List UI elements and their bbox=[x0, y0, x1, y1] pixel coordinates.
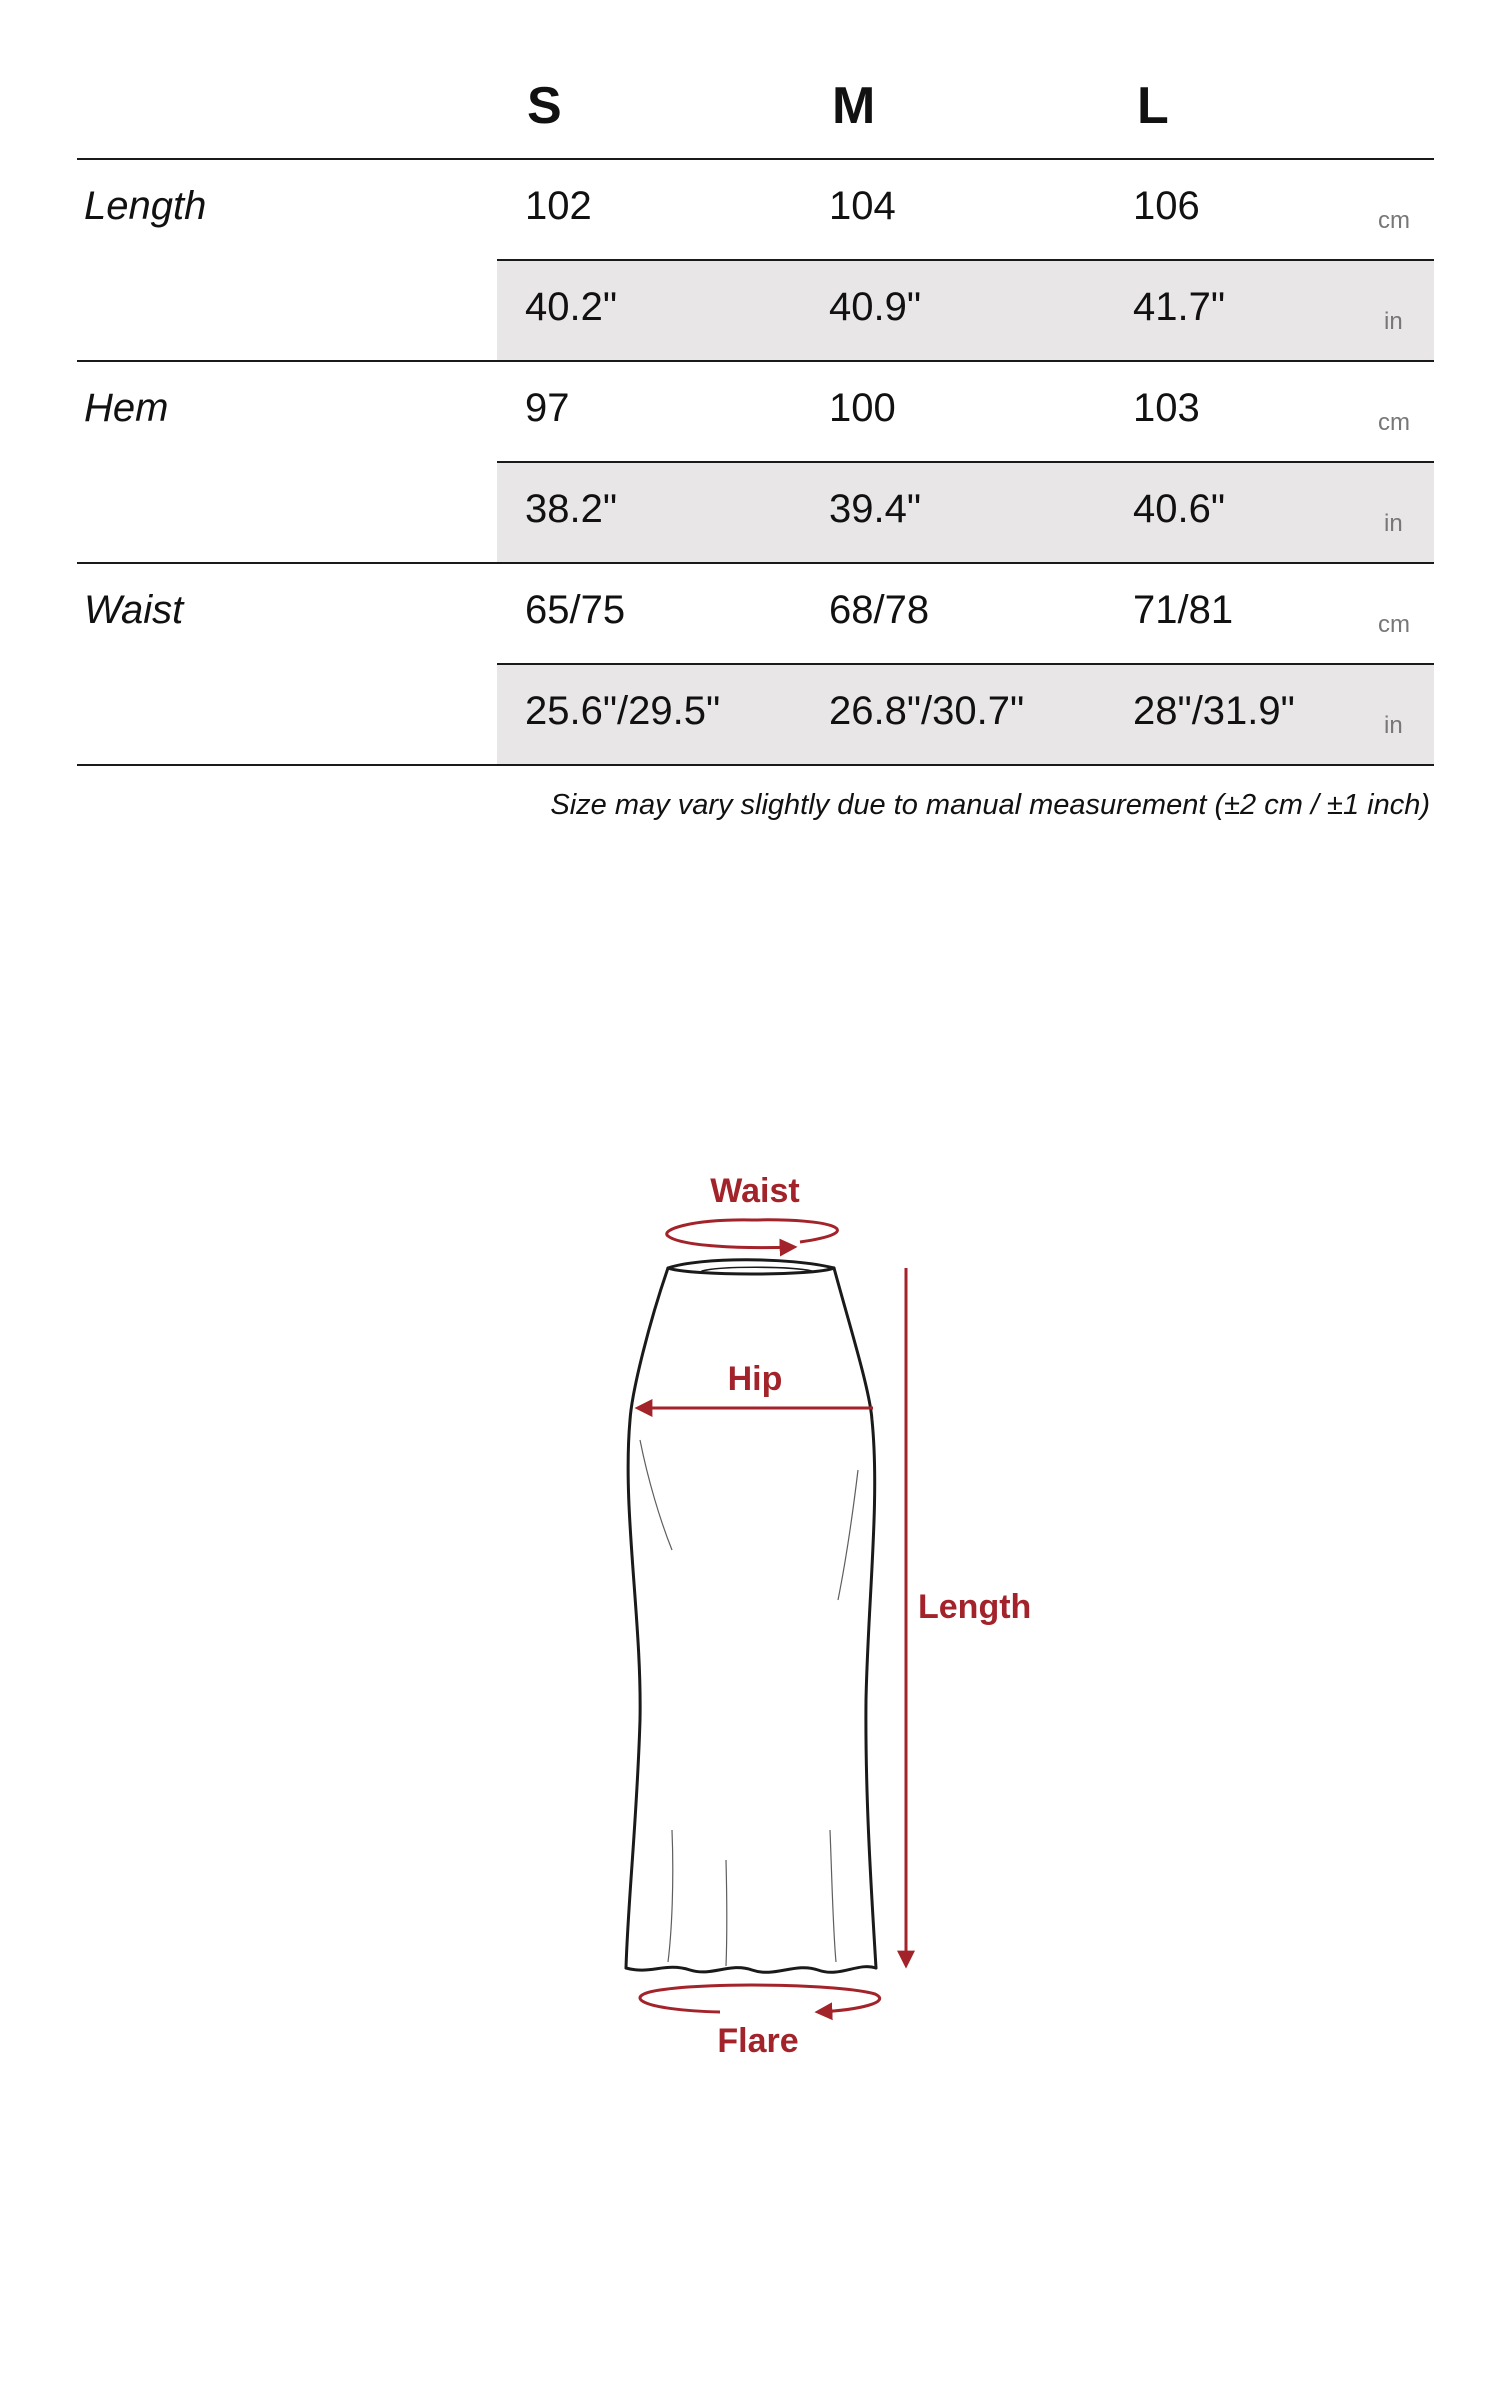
waist-label: Waist bbox=[710, 1172, 800, 1210]
table-bottom-divider bbox=[77, 764, 1434, 766]
hem-in-s: 38.2" bbox=[525, 487, 618, 531]
row-label-length: Length bbox=[84, 184, 207, 228]
section-divider-length bbox=[77, 360, 1434, 362]
hem-cm-l: 103 bbox=[1133, 386, 1200, 430]
waist-cm-s: 65/75 bbox=[525, 588, 626, 632]
waist-in-m: 26.8"/30.7" bbox=[829, 689, 1025, 733]
section-divider-hem bbox=[77, 562, 1434, 564]
waist-cm-l: 71/81 bbox=[1133, 588, 1234, 632]
length-in-l: 41.7" bbox=[1133, 285, 1226, 329]
length-in-unit: in bbox=[1384, 308, 1403, 335]
flare-label: Flare bbox=[717, 2022, 799, 2060]
length-cm-l: 106 bbox=[1133, 184, 1200, 228]
size-header-m: M bbox=[832, 77, 876, 135]
row-label-hem: Hem bbox=[84, 386, 169, 430]
measurement-note: Size may vary slightly due to manual measurement (±2 cm / ±1 inch) bbox=[550, 789, 1430, 821]
waist-arrow bbox=[667, 1220, 838, 1248]
flare-arrow bbox=[640, 1985, 880, 2012]
length-inch-row-shade bbox=[497, 261, 1434, 360]
size-header-l: L bbox=[1137, 77, 1169, 135]
hem-cm-m: 100 bbox=[829, 386, 896, 430]
skirt-measurement-diagram bbox=[560, 1150, 1080, 2090]
waist-cm-m: 68/78 bbox=[829, 588, 930, 632]
hem-inch-row-shade bbox=[497, 463, 1434, 562]
size-header-s: S bbox=[527, 77, 562, 135]
waist-in-l: 28"/31.9" bbox=[1133, 689, 1295, 733]
table-header-divider bbox=[77, 158, 1434, 160]
length-cm-s: 102 bbox=[525, 184, 592, 228]
waist-in-unit: in bbox=[1384, 712, 1403, 739]
hem-in-m: 39.4" bbox=[829, 487, 922, 531]
hem-in-unit: in bbox=[1384, 510, 1403, 537]
hem-cm-s: 97 bbox=[525, 386, 570, 430]
hip-label: Hip bbox=[727, 1360, 783, 1398]
length-in-s: 40.2" bbox=[525, 285, 618, 329]
waist-cm-unit: cm bbox=[1378, 611, 1410, 638]
length-in-m: 40.9" bbox=[829, 285, 922, 329]
length-cm-unit: cm bbox=[1378, 207, 1410, 234]
row-label-waist: Waist bbox=[84, 588, 184, 632]
hem-in-l: 40.6" bbox=[1133, 487, 1226, 531]
skirt-fold-lines bbox=[640, 1440, 858, 1966]
length-cm-m: 104 bbox=[829, 184, 896, 228]
length-label: Length bbox=[918, 1588, 1032, 1626]
hem-cm-unit: cm bbox=[1378, 409, 1410, 436]
waist-row-divider bbox=[497, 663, 1434, 665]
hem-row-divider bbox=[497, 461, 1434, 463]
length-row-divider bbox=[497, 259, 1434, 261]
waist-in-s: 25.6"/29.5" bbox=[525, 689, 721, 733]
